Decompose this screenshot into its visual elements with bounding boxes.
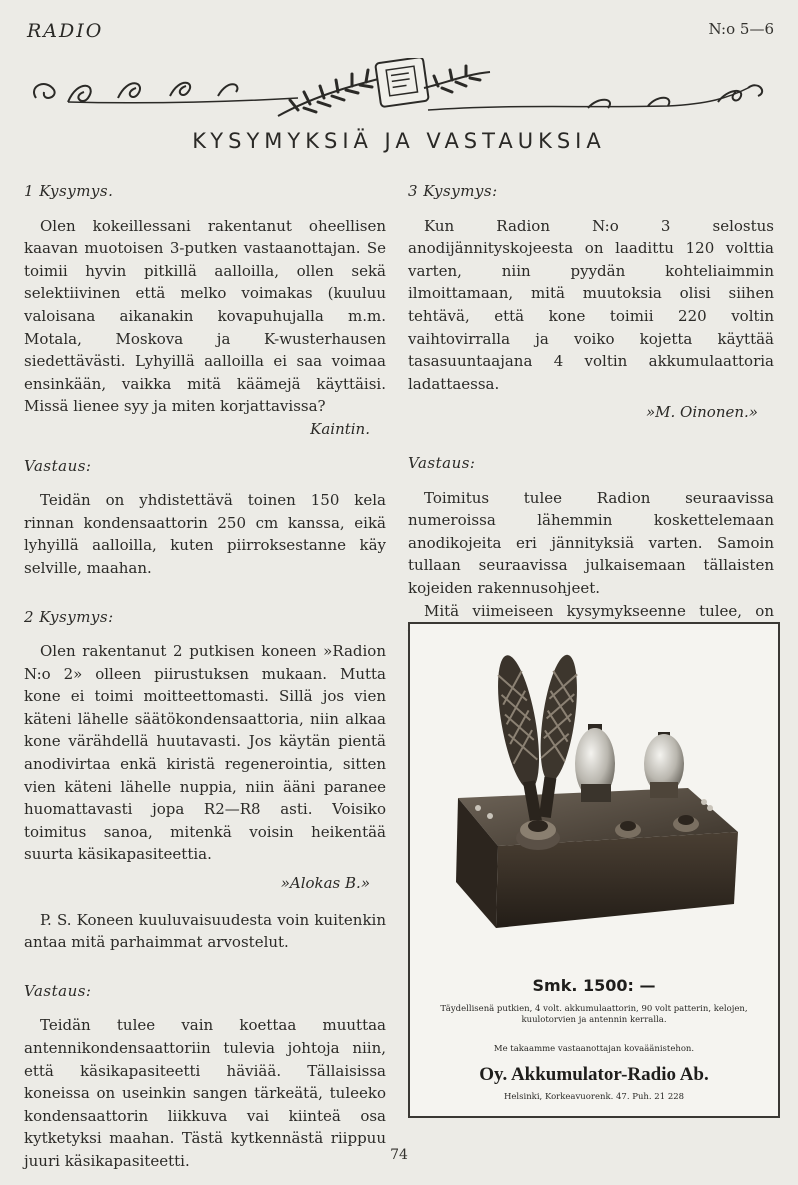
answer-3-label: Vastaus:: [408, 453, 476, 472]
magazine-title: RADIO: [27, 20, 104, 42]
answer-1-text: Teidän on yhdistettävä toinen 150 kela rinnan kondensaattorin 250 cm kanssa, eikä lyhyillä aalloilla, kuten piirroksestanne käy selville, maahan.: [24, 491, 386, 577]
ad-description: Täydellisenä putkien, 4 volt. akkumulaattorin, 90 volt patterin, kelojen, kuulotorvien ja antennin kerralla.: [440, 1004, 748, 1025]
page-number: 74: [390, 1147, 408, 1163]
question-1-text: Olen kokeillessani rakentanut oheellisen kaavan muotoisen 3-putken vastaanottajan. Se toimii hyvin pitkillä aalloilla, ollen sekä selektiivinen että melko voimakas (kuuluu valoisana aikanakin kovapuhujalla m.m. Motala, Moskova ja K-wusterhausen siedettävästi. Lyhyillä aalloilla ei saa voimaa ensinkään, vaikka mitä käämejä käyttäisi. Missä lienee syy ja miten korjattavissa?: [24, 216, 386, 416]
question-2-signature: »Alokas B.»: [280, 874, 370, 893]
section-title: KYSYMYKSIÄ JA VASTAUKSIA: [192, 129, 606, 153]
right-column: [408, 180, 774, 645]
answer-3-text-2: Mitä viimeiseen kysymykseenne tulee, on: [424, 601, 774, 620]
question-2-label: 2 Kysymys:: [24, 607, 114, 626]
question-3-label: 3 Kysymys:: [408, 182, 498, 200]
question-2-postscript: P. S. Koneen kuuluvaisuudesta voin kuitenkin antaa mitä parhaimmat arvostelut.: [24, 910, 386, 952]
ad-service-note: Me takaamme vastaanottajan kovaäänistehon.: [493, 1044, 695, 1054]
question-3-signature: »M. Oinonen.»: [645, 403, 758, 422]
question-3-text: Kun Radion N:o 3 selostus anodijännityskojeesta on laadittu 120 volttia varten, niin pyydän kohteliaimmin ilmoittamaan, mitä muutoksia olisi siihen tehtävä, että kone toimii 220 voltin vaihtovirralla ja voiko kojetta käyttää tasasuuntaajana 4 voltin akkumulaattoria ladattaessa.: [408, 216, 774, 393]
question-1-signature: Kaintin.: [310, 419, 370, 438]
ad-price: Smk. 1500: —: [532, 976, 656, 995]
radio-receiver-photo: [418, 632, 770, 964]
ad-company-name: Oy. Akkumulator-Radio Ab.: [479, 1064, 709, 1085]
answer-3-text-1: Toimitus tulee Radion seuraavissa numeroissa lähemmin koskettelemaan anodikojeita eri jännityksiä varten. Samoin tullaan seuraavissa julkaisemaan tällaisten kojeiden rakennusohjeet.: [408, 488, 774, 597]
answer-2-text: Teidän tulee vain koettaa muuttaa antennikondensaattoriin tulevia johtoja niin, että käsikapasiteetti häviää. Tällaisissa koneissa on useinkin sangen tärkeätä, tuleeko kondensaattorin liikkuva vai kiinteä osa kytketyksi maahan. Tästä kytkennästä riippuu juuri käsikapasiteetti.: [24, 1016, 386, 1170]
ad-address: Helsinki, Korkeavuorenk. 47. Puh. 21 228: [503, 1092, 685, 1102]
advertisement: [408, 622, 780, 1118]
question-1-label: 1 Kysymys.: [24, 182, 114, 200]
issue-number: N:o 5—6: [708, 20, 774, 38]
left-column: [24, 180, 386, 1173]
answer-1-label: Vastaus:: [24, 456, 92, 475]
question-2-text: Olen rakentanut 2 putkisen koneen »Radion N:o 2» olleen piirustuksen mukaan. Mutta kone ei toimi moitteettomasti. Sillä jos vien käteni lähelle säätökondensaattoria, niin alkaa kone värähdellä huutavasti. Jos käytän pientä anodivirtaa enkä kiristä regenerointia, sitten vien käteni lähelle nuppia, niin ääni paranee huomattavasti jopa R2—R8 asti. Voisiko toimitus sanoa, mitenkä voisin heikentää suurta käsikapasiteettia.: [24, 642, 386, 864]
answer-2-label: Vastaus:: [24, 981, 92, 1000]
decorative-ornament: [28, 58, 770, 138]
